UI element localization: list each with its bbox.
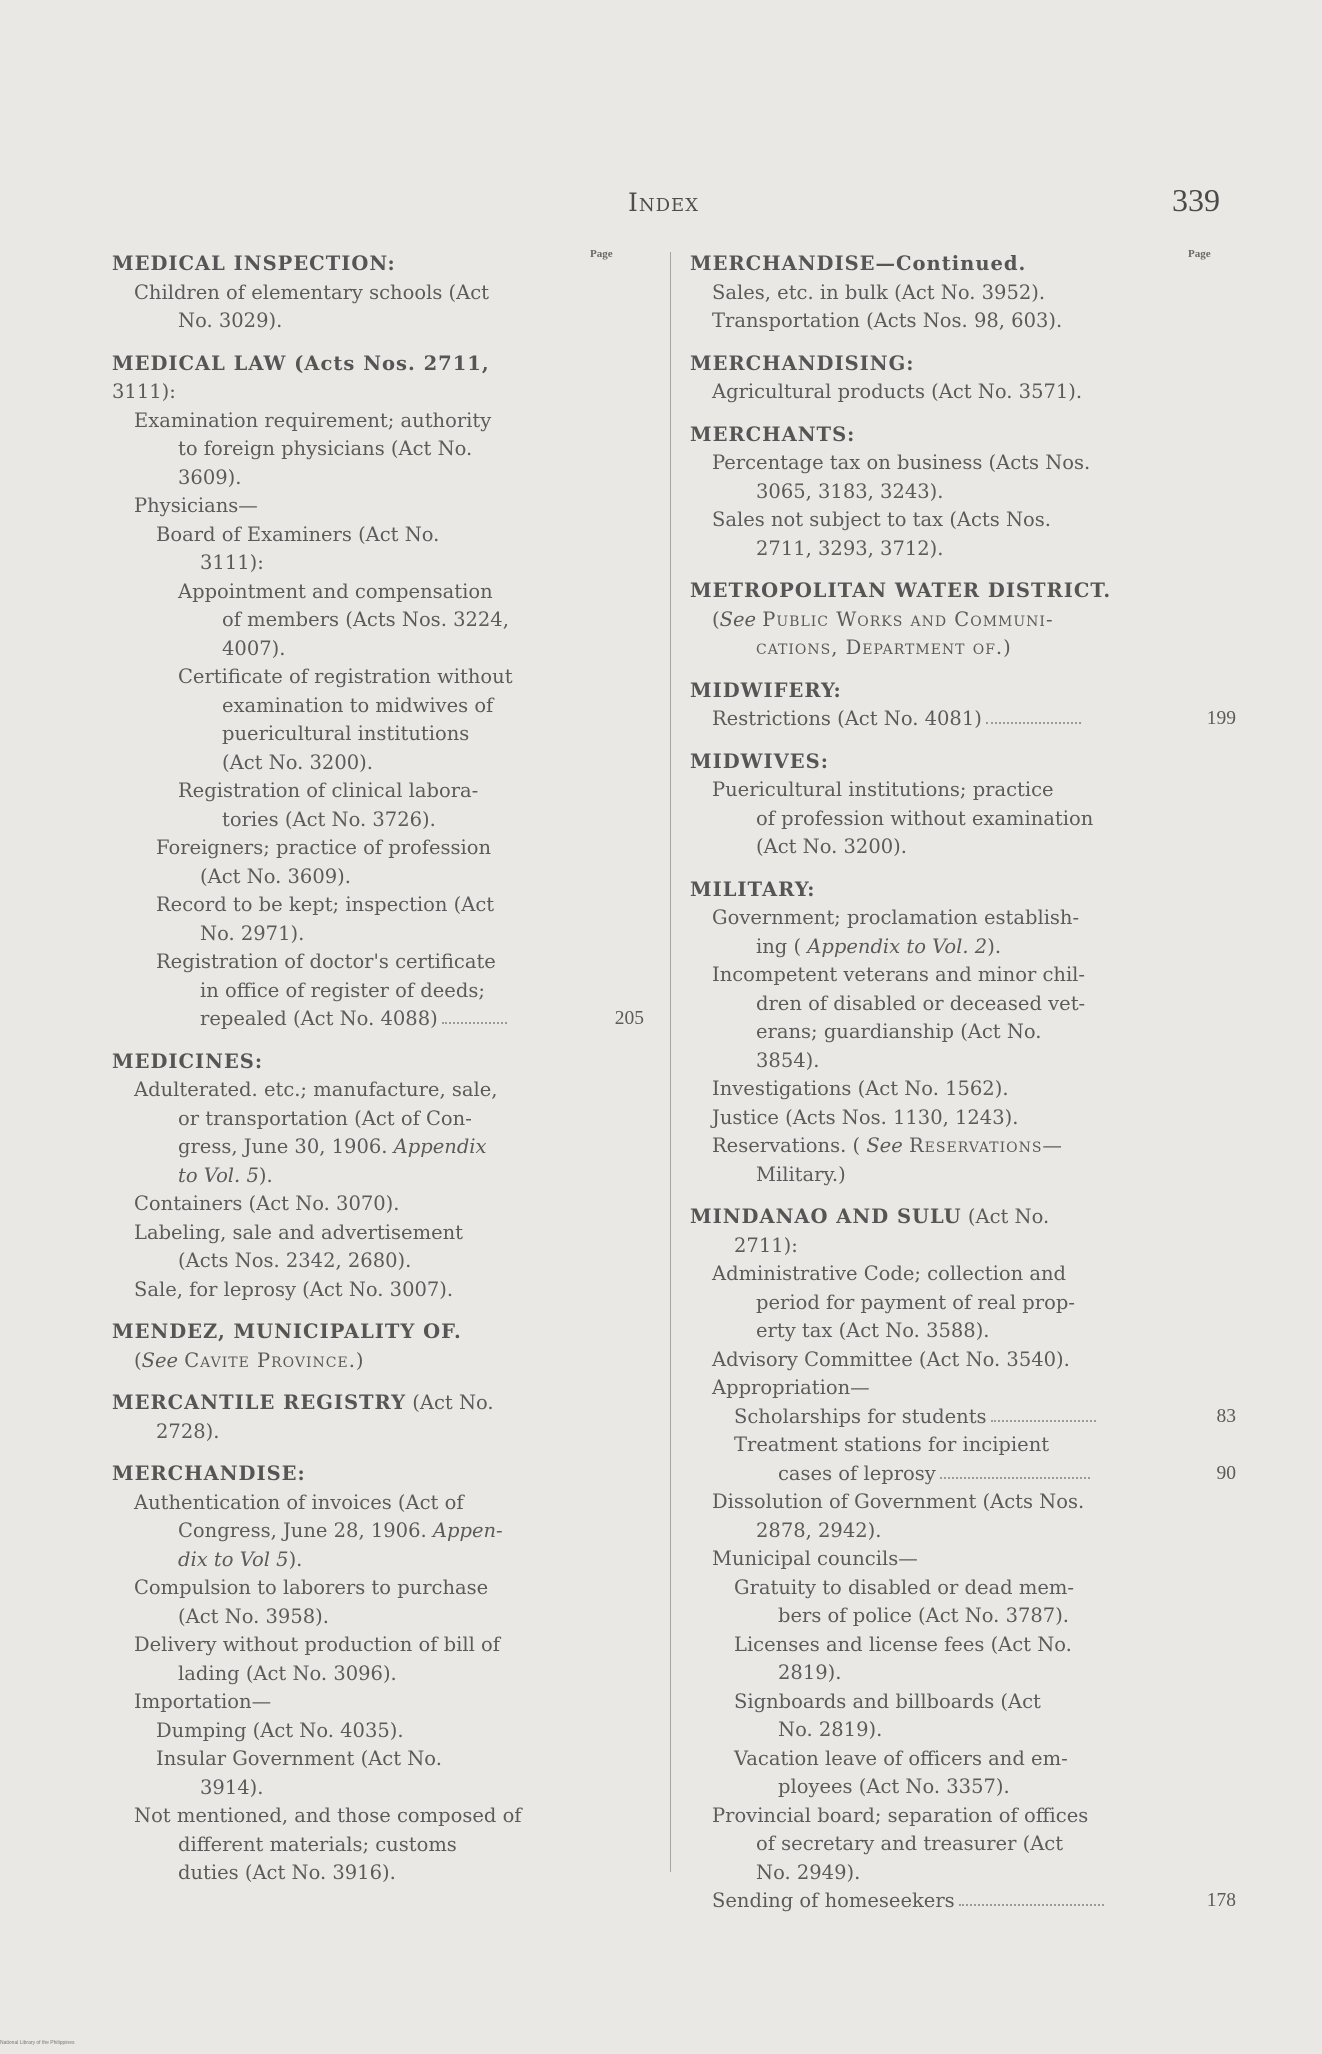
index-entry (690, 577, 1236, 663)
entry-heading (112, 1389, 644, 1418)
line-text: MENDEZ, MUNICIPALITY OF. (112, 1320, 462, 1343)
line-text: 4007). (222, 636, 286, 660)
entry-line (690, 535, 1236, 564)
entry-line (112, 1005, 644, 1034)
line-suffix: ). (288, 1547, 303, 1571)
line-text: MEDICINES: (112, 1049, 264, 1073)
line-text: Puericultural institutions; practice (712, 778, 1054, 801)
entry-line (690, 1232, 1236, 1261)
entry-line (112, 435, 644, 464)
entry-line (690, 1161, 1236, 1190)
entry-heading (690, 748, 1236, 777)
entry-line (690, 1773, 1236, 1802)
line-text: lading (Act No. 3096). (178, 1661, 397, 1685)
entry-line (690, 1075, 1236, 1104)
entry-line (690, 1574, 1236, 1603)
entry-line (112, 1717, 644, 1746)
line-text: of members (Acts Nos. 3224, (222, 608, 509, 631)
line-text: Containers (Act No. 3070). (134, 1192, 400, 1215)
index-entry (690, 421, 1236, 564)
line-text: Licenses and license fees (Act No. (734, 1632, 1072, 1656)
line-text: MERCHANDISING: (690, 351, 915, 375)
dot-leader (959, 1903, 1104, 1906)
entry-line (112, 977, 644, 1006)
line-text: Advisory Committee (Act No. 3540). (712, 1347, 1070, 1371)
line-text: 3111): (200, 551, 264, 574)
left-column (112, 250, 644, 1902)
italic-text: See (866, 1134, 903, 1157)
italic-text: dix to Vol 5 (178, 1547, 289, 1571)
line-text: puericultural institutions (222, 722, 470, 745)
italic-text: Appendix to Vol. 2 (807, 934, 988, 958)
index-entry (690, 876, 1236, 1190)
line-text: METROPOLITAN WATER DISTRICT. (690, 579, 1112, 602)
entry-line (690, 1631, 1236, 1660)
page-title: Index (628, 188, 700, 217)
line-text: (Acts Nos. 2342, 2680). (178, 1249, 412, 1272)
entry-line (112, 307, 644, 336)
line-text: 3854). (756, 1048, 820, 1072)
italic-text: See (719, 607, 757, 631)
entry-line (112, 806, 644, 835)
entry-line (690, 705, 1236, 734)
line-text: duties (Act No. 3916). (178, 1861, 396, 1884)
entry-line (690, 990, 1236, 1019)
line-text: Sales, etc. in bulk (Act No. 3952). (712, 280, 1046, 304)
entry-line (690, 1132, 1236, 1161)
left-entries (112, 250, 644, 1888)
page-reference: 90 (1216, 1462, 1236, 1484)
entry-line (112, 521, 644, 550)
index-entry (690, 748, 1236, 862)
line-text: ployees (Act No. 3357). (778, 1775, 1010, 1798)
entry-line (690, 478, 1236, 507)
dot-leader (442, 1021, 507, 1024)
line-text: MILITARY: (690, 877, 816, 901)
line-text: Dumping (Act No. 4035). (156, 1718, 404, 1742)
entry-line (112, 1247, 644, 1276)
entry-line (112, 891, 644, 920)
line-text: Appropriation— (712, 1376, 870, 1399)
entry-heading (112, 350, 644, 379)
entry-heading (690, 1203, 1236, 1232)
line-text: Authentication of invoices (Act of (134, 1490, 464, 1514)
line-suffix: ). (258, 1163, 273, 1187)
line-suffix: ). (987, 934, 1002, 958)
entry-heading (690, 677, 1236, 706)
entry-line (112, 920, 644, 949)
entry-line (112, 464, 644, 493)
entry-line (112, 1688, 644, 1717)
line-text: Scholarships for students (734, 1404, 987, 1428)
entry-line (690, 1104, 1236, 1133)
line-text: 2728). (156, 1419, 220, 1443)
line-text: or transportation (Act of Con- (178, 1106, 472, 1130)
line-text: Restrictions (Act No. 4081) (712, 707, 982, 730)
entry-line (690, 279, 1236, 308)
line-text: cases of leprosy (778, 1461, 936, 1485)
line-text: Compulsion to laborers to purchase (134, 1576, 489, 1599)
line-text: Justice (Acts Nos. 1130, 1243). (712, 1105, 1019, 1129)
entry-line (690, 961, 1236, 990)
page-reference: 199 (1206, 708, 1236, 729)
line-text: Physicians— (134, 494, 258, 517)
index-entry (112, 1048, 644, 1305)
line-text: Treatment stations for incipient (734, 1433, 1050, 1456)
line-text: MERCHANDISE: (112, 1462, 306, 1485)
entry-line (112, 606, 644, 635)
entry-line (112, 1517, 644, 1546)
italic-text: Appen- (432, 1519, 503, 1542)
line-text: Signboards and billboards (Act (734, 1689, 1041, 1713)
entry-line (112, 948, 644, 977)
line-text: Board of Examiners (Act No. (156, 522, 440, 546)
line-text: MEDICAL LAW (Acts Nos. 2711, (112, 351, 490, 375)
line-text: MINDANAO AND SULU (690, 1205, 962, 1228)
entry-line (112, 720, 644, 749)
entry-line (112, 549, 644, 578)
line-text: Vacation leave of officers and em- (734, 1746, 1068, 1770)
entry-line (112, 1219, 644, 1248)
line-text: (Act No. 3200). (756, 835, 907, 858)
line-text: Appointment and compensation (178, 579, 493, 603)
entry-line (112, 1745, 644, 1774)
line-text: Registration of clinical labora- (178, 779, 479, 802)
line-text: 3609). (178, 465, 242, 489)
index-entry (690, 350, 1236, 407)
line-text: Transportation (Acts Nos. 98, 603). (712, 309, 1063, 332)
entry-line (690, 904, 1236, 933)
line-text: No. 2949). (756, 1860, 861, 1884)
entry-line (690, 506, 1236, 535)
line-text: Adulterated. etc.; manufacture, sale, (134, 1078, 498, 1101)
entry-line (112, 279, 644, 308)
page-column-label: Page (590, 248, 613, 260)
line-text: Incompetent veterans and minor chil- (712, 963, 1086, 986)
entry-line (112, 1631, 644, 1660)
entry-line (690, 378, 1236, 407)
index-entry (112, 350, 644, 1034)
entry-line (690, 1460, 1236, 1489)
entry-heading (690, 250, 1236, 279)
line-text: 3065, 3183, 3243). (756, 479, 944, 503)
entry-heading (690, 876, 1236, 905)
column-divider (670, 252, 671, 1872)
entry-heading (112, 1318, 644, 1347)
index-entry (112, 250, 644, 336)
entry-line (112, 407, 644, 436)
line-text: No. 2971). (200, 921, 305, 945)
entry-line (690, 776, 1236, 805)
entry-line (112, 1774, 644, 1803)
line-text: Agricultural products (Act No. 3571). (712, 380, 1083, 403)
page-reference: 178 (1206, 1890, 1236, 1911)
entry-line (112, 578, 644, 607)
entry-line (690, 449, 1236, 478)
entry-line (690, 1346, 1236, 1375)
entry-line (690, 1374, 1236, 1403)
cross-reference: Cavite Province. (184, 1348, 356, 1372)
index-entry (112, 1318, 644, 1375)
entry-line (112, 1660, 644, 1689)
line-text: 3914). (200, 1775, 264, 1799)
entry-line (112, 635, 644, 664)
entry-line (112, 1831, 644, 1860)
cross-reference: Reservations— (908, 1134, 1063, 1157)
index-entry (690, 1203, 1236, 1916)
entry-line (690, 1260, 1236, 1289)
entry-line (112, 1802, 644, 1831)
entry-line (690, 805, 1236, 834)
line-text: Government; proclamation establish- (712, 906, 1080, 929)
entry-line: (See Cavite Province.) (134, 1348, 364, 1372)
line-text: Percentage tax on business (Acts Nos. (712, 451, 1091, 474)
index-entry (690, 677, 1236, 734)
entry-line (112, 834, 644, 863)
line-text: Sale, for leprosy (Act No. 3007). (134, 1277, 454, 1301)
entry-line (112, 1603, 644, 1632)
entry-line (690, 833, 1236, 862)
line-text: erty tax (Act No. 3588). (756, 1319, 990, 1342)
entry-heading (690, 577, 1236, 606)
line-text: Administrative Code; collection and (712, 1262, 1066, 1285)
entry-line (690, 1047, 1236, 1076)
italic-text: to Vol. 5 (178, 1163, 259, 1187)
line-text: (Act No. 3609). (200, 864, 351, 888)
dot-leader (991, 1419, 1096, 1422)
line-text: different materials; customs (178, 1832, 457, 1856)
entry-line (690, 1431, 1236, 1460)
line-text: No. 2819). (778, 1718, 883, 1741)
line-text: (Act No. 3200). (222, 750, 373, 774)
entry-heading (112, 250, 644, 279)
line-text: MERCANTILE REGISTRY (112, 1391, 407, 1414)
index-entry (112, 1460, 644, 1888)
entry-line (690, 1517, 1236, 1546)
line-text: 2711): (734, 1233, 798, 1257)
page-number: 339 (1172, 182, 1220, 218)
entry-line (112, 1574, 644, 1603)
entry-line (112, 1859, 644, 1888)
line-text: dren of disabled or deceased vet- (756, 991, 1086, 1015)
entry-line (690, 1802, 1236, 1831)
line-text: Examination requirement; authority (134, 408, 492, 432)
entry-heading (112, 1460, 644, 1489)
entry-line (690, 1688, 1236, 1717)
line-text: Gratuity to disabled or dead mem- (734, 1575, 1074, 1599)
entry-line (112, 663, 644, 692)
right-column (690, 250, 1236, 1930)
line-text: Registration of doctor's certificate (156, 950, 496, 973)
entry-line (690, 1659, 1236, 1688)
entry-line (112, 863, 644, 892)
line-text: gress, June 30, 1906. (178, 1135, 388, 1158)
line-text: ing ( (756, 934, 802, 958)
page-reference: 83 (1216, 1405, 1236, 1427)
line-text: Insular Government (Act No. (156, 1747, 442, 1770)
line-text: (Act No. 3958). (178, 1604, 329, 1628)
right-entries (690, 250, 1236, 1916)
entry-line (690, 1018, 1236, 1047)
line-text: Sending of homeseekers (712, 1889, 955, 1912)
line-text: Sales not subject to tax (Acts Nos. (712, 508, 1051, 531)
line-text: 2711, 3293, 3712). (756, 536, 944, 560)
entry-line (690, 1488, 1236, 1517)
line-text: erans; guardianship (Act No. (756, 1020, 1042, 1043)
entry-line (112, 692, 644, 721)
line-suffix: (Act No. (961, 1205, 1050, 1228)
entry-heading (690, 421, 1236, 450)
line-text: tories (Act No. 3726). (222, 807, 436, 831)
line-text: Military.) (756, 1162, 846, 1186)
dot-leader (986, 721, 1081, 724)
line-text: Reservations. ( (712, 1134, 861, 1157)
line-text: Municipal councils— (712, 1547, 918, 1570)
entry-line (690, 1545, 1236, 1574)
line-text: Delivery without production of bill of (134, 1633, 500, 1656)
line-text: MIDWIVES: (690, 749, 829, 773)
line-text: Labeling, sale and advertisement (134, 1220, 464, 1244)
line-text: period for payment of real prop- (756, 1290, 1075, 1314)
line-text: of secretary and treasurer (Act (756, 1832, 1064, 1855)
entry-line (690, 1716, 1236, 1745)
line-text: MERCHANDISE—Continued. (690, 252, 1027, 275)
entry-heading (112, 1048, 644, 1077)
entry-line (112, 1133, 644, 1162)
entry-line (690, 1289, 1236, 1318)
index-entry (690, 250, 1236, 336)
entry-line (690, 1403, 1236, 1432)
italic-text: See (141, 1348, 179, 1372)
cross-reference: Public Works and Communi- (762, 607, 1054, 631)
line-text: examination to midwives of (222, 693, 494, 717)
line-text: Importation— (134, 1690, 272, 1713)
entry-line: (See Public Works and Communi- (712, 607, 1054, 631)
line-text: Not mentioned, and those composed of (134, 1804, 522, 1827)
line-text: MIDWIFERY: (690, 678, 842, 702)
line-text: Certificate of registration without (178, 665, 513, 688)
line-text: No. 3029). (178, 309, 283, 332)
line-text: Investigations (Act No. 1562). (712, 1077, 1009, 1100)
entry-line (112, 492, 644, 521)
entry-line (112, 1276, 644, 1305)
line-text: to foreign physicians (Act No. (178, 437, 473, 460)
line-text: 3111): (112, 380, 176, 403)
entry-line (690, 1602, 1236, 1631)
page-column-label: Page (1188, 248, 1211, 260)
entry-line (112, 777, 644, 806)
entry-line (112, 1105, 644, 1134)
index-entry (112, 1389, 644, 1446)
entry-line: cations, Department of.) (756, 636, 1011, 659)
cross-reference: cations, Department of. (756, 636, 1004, 659)
entry-line (112, 1418, 644, 1447)
footer-credit: National Library of the Philippines (0, 2040, 75, 2046)
entry-line (112, 1546, 644, 1575)
entry-line (690, 1745, 1236, 1774)
line-text: Dissolution of Government (Acts Nos. (712, 1490, 1085, 1513)
line-text: of profession without examination (756, 806, 1094, 830)
dot-leader (940, 1476, 1090, 1479)
entry-line (690, 1887, 1236, 1916)
entry-heading (690, 350, 1236, 379)
line-text: MERCHANTS: (690, 422, 856, 446)
entry-line (690, 1317, 1236, 1346)
entry-line (690, 933, 1236, 962)
entry-line (112, 378, 644, 407)
line-text: 2819). (778, 1661, 842, 1684)
line-suffix: (Act No. (406, 1391, 494, 1414)
line-text: Provincial board; separation of offices (712, 1803, 1089, 1827)
line-text: bers of police (Act No. 3787). (778, 1604, 1069, 1627)
entry-line (112, 1489, 644, 1518)
line-text: Foreigners; practice of profession (156, 836, 492, 859)
entry-line (690, 307, 1236, 336)
page-reference: 205 (614, 1008, 644, 1029)
line-text: in office of register of deeds; (200, 978, 485, 1002)
italic-text: Appendix (393, 1135, 487, 1158)
line-text: 2878, 2942). (756, 1518, 882, 1542)
line-text: Children of elementary schools (Act (134, 280, 489, 304)
line-text: Record to be kept; inspection (Act (156, 893, 495, 916)
entry-line (690, 1859, 1236, 1888)
entry-line (112, 1076, 644, 1105)
entry-line (690, 1830, 1236, 1859)
line-text: MEDICAL INSPECTION: (112, 252, 396, 275)
line-text: Congress, June 28, 1906. (178, 1519, 427, 1542)
entry-line (112, 1162, 644, 1191)
line-text: repealed (Act No. 4088) (200, 1007, 438, 1030)
entry-line (112, 749, 644, 778)
entry-line (112, 1190, 644, 1219)
